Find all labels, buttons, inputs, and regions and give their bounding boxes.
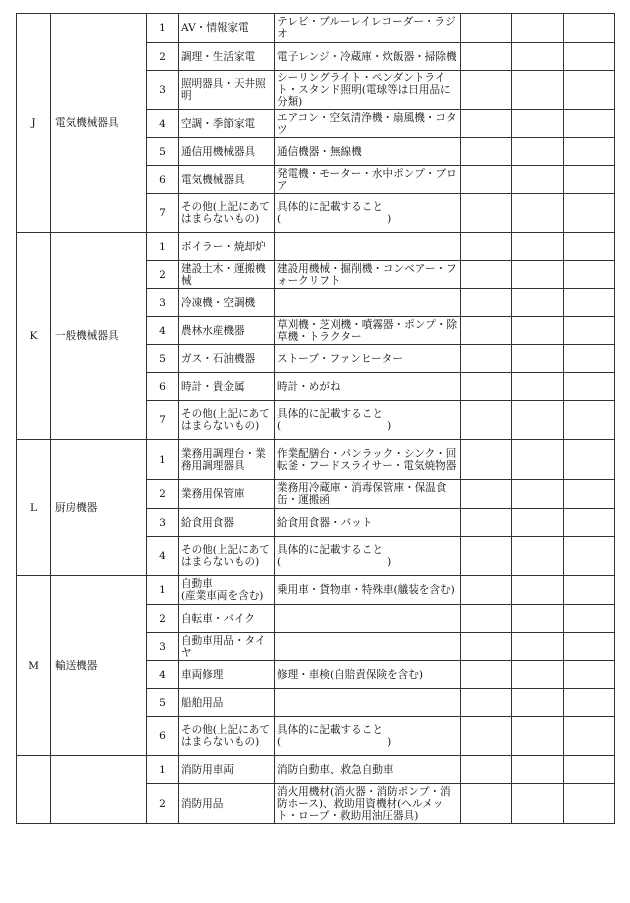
blank-cell (512, 717, 564, 756)
row-number: 3 (147, 289, 179, 317)
item-name: 冷凍機・空調機 (179, 289, 275, 317)
row-number: 1 (147, 576, 179, 605)
blank-cell (564, 717, 615, 756)
blank-cell (564, 756, 615, 784)
blank-cell (461, 317, 512, 345)
blank-cell (564, 317, 615, 345)
blank-cell (512, 537, 564, 576)
blank-cell (512, 289, 564, 317)
item-name: 自動車用品・タイヤ (179, 633, 275, 661)
blank-cell (461, 194, 512, 233)
group-code: M (17, 576, 51, 756)
item-description (275, 633, 461, 661)
blank-cell (564, 440, 615, 480)
item-description: 具体的に記載すること ( ) (275, 194, 461, 233)
blank-cell (512, 317, 564, 345)
blank-cell (564, 166, 615, 194)
blank-cell (461, 689, 512, 717)
row-number: 1 (147, 440, 179, 480)
blank-cell (564, 289, 615, 317)
item-name: 消防用車両 (179, 756, 275, 784)
item-description: ストーブ・ファンヒーター (275, 345, 461, 373)
group-name: 輸送機器 (51, 576, 147, 756)
blank-cell (564, 43, 615, 71)
row-number: 3 (147, 509, 179, 537)
blank-cell (461, 537, 512, 576)
item-description: エアコン・空気清浄機・扇風機・コタツ (275, 110, 461, 138)
blank-cell (461, 605, 512, 633)
blank-cell (512, 261, 564, 289)
blank-cell (461, 43, 512, 71)
blank-cell (461, 110, 512, 138)
blank-cell (512, 661, 564, 689)
table-row (17, 756, 615, 784)
blank-cell (512, 440, 564, 480)
blank-cell (512, 784, 564, 824)
item-description: 作業配膳台・パンラック・シンク・回転釜・フードスライサー・電気焼物器 (275, 440, 461, 480)
blank-cell (461, 440, 512, 480)
blank-cell (564, 509, 615, 537)
blank-cell (461, 166, 512, 194)
blank-cell (461, 756, 512, 784)
blank-cell (512, 14, 564, 43)
item-name: ボイラー・焼却炉 (179, 233, 275, 261)
group-name: 一般機械器具 (51, 233, 147, 440)
item-name: 調理・生活家電 (179, 43, 275, 71)
row-number: 5 (147, 689, 179, 717)
blank-cell (512, 71, 564, 110)
blank-cell (461, 138, 512, 166)
item-description: 消防自動車、救急自動車 (275, 756, 461, 784)
blank-cell (461, 233, 512, 261)
item-name: 給食用食器 (179, 509, 275, 537)
item-name: 消防用品 (179, 784, 275, 824)
item-description: テレビ・ブルーレイレコーダー・ラジオ (275, 14, 461, 43)
blank-cell (564, 345, 615, 373)
row-number: 6 (147, 166, 179, 194)
item-description: 乗用車・貨物車・特殊車(艤装を含む) (275, 576, 461, 605)
item-description (275, 605, 461, 633)
item-description: 時計・めがね (275, 373, 461, 401)
item-description: 具体的に記載すること ( ) (275, 401, 461, 440)
item-name: 空調・季節家電 (179, 110, 275, 138)
row-number: 4 (147, 317, 179, 345)
blank-cell (512, 194, 564, 233)
blank-cell (564, 261, 615, 289)
item-name: 電気機械器具 (179, 166, 275, 194)
row-number: 6 (147, 717, 179, 756)
blank-cell (564, 605, 615, 633)
item-name: その他(上記にあてはまらないもの) (179, 537, 275, 576)
row-number: 1 (147, 233, 179, 261)
group-code: J (17, 14, 51, 233)
blank-cell (461, 576, 512, 605)
row-number: 4 (147, 661, 179, 689)
table-row (17, 14, 615, 43)
blank-cell (564, 537, 615, 576)
item-description: 具体的に記載すること ( ) (275, 717, 461, 756)
blank-cell (564, 480, 615, 509)
table-row (17, 440, 615, 480)
blank-cell (512, 756, 564, 784)
blank-cell (461, 261, 512, 289)
item-name: 時計・貴金属 (179, 373, 275, 401)
item-name: 自転車・バイク (179, 605, 275, 633)
blank-cell (461, 784, 512, 824)
blank-cell (512, 373, 564, 401)
blank-cell (512, 509, 564, 537)
blank-cell (461, 480, 512, 509)
blank-cell (564, 233, 615, 261)
item-description: 給食用食器・バット (275, 509, 461, 537)
item-description (275, 689, 461, 717)
blank-cell (461, 661, 512, 689)
item-name: 通信用機械器具 (179, 138, 275, 166)
category-table-body (17, 14, 615, 824)
item-name: 農林水産機器 (179, 317, 275, 345)
table-row (17, 233, 615, 261)
blank-cell (461, 14, 512, 43)
item-name: その他(上記にあてはまらないもの) (179, 717, 275, 756)
row-number: 4 (147, 537, 179, 576)
item-name: 船舶用品 (179, 689, 275, 717)
item-name: ガス・石油機器 (179, 345, 275, 373)
item-name: 業務用保管庫 (179, 480, 275, 509)
blank-cell (512, 689, 564, 717)
item-name: 自動車 (産業車両を含む) (179, 576, 275, 605)
row-number: 2 (147, 480, 179, 509)
blank-cell (512, 166, 564, 194)
blank-cell (564, 576, 615, 605)
row-number: 6 (147, 373, 179, 401)
blank-cell (512, 605, 564, 633)
blank-cell (564, 138, 615, 166)
blank-cell (512, 345, 564, 373)
item-description: 草刈機・芝刈機・噴霧器・ポンプ・除草機・トラクター (275, 317, 461, 345)
blank-cell (564, 194, 615, 233)
row-number: 3 (147, 71, 179, 110)
row-number: 4 (147, 110, 179, 138)
item-name: 建設土木・運搬機械 (179, 261, 275, 289)
item-name: 照明器具・天井照明 (179, 71, 275, 110)
blank-cell (461, 633, 512, 661)
blank-cell (564, 14, 615, 43)
blank-cell (461, 289, 512, 317)
row-number: 2 (147, 261, 179, 289)
item-description: シーリングライト・ペンダントライト・スタンド照明(電球等は日用品に分類) (275, 71, 461, 110)
blank-cell (512, 480, 564, 509)
item-description: 具体的に記載すること ( ) (275, 537, 461, 576)
item-name: AV・情報家電 (179, 14, 275, 43)
item-description: 消火用機材(消火器・消防ポンプ・消防ホース)、救助用資機材(ヘルメット・ロープ・救助用油圧器具) (275, 784, 461, 824)
item-description: 電子レンジ・冷蔵庫・炊飯器・掃除機 (275, 43, 461, 71)
row-number: 5 (147, 138, 179, 166)
group-code: K (17, 233, 51, 440)
blank-cell (512, 233, 564, 261)
blank-cell (461, 717, 512, 756)
blank-cell (461, 401, 512, 440)
blank-cell (512, 138, 564, 166)
item-description (275, 289, 461, 317)
row-number: 3 (147, 633, 179, 661)
item-name: 業務用調理台・業務用調理器具 (179, 440, 275, 480)
blank-cell (512, 43, 564, 71)
item-name: その他(上記にあてはまらないもの) (179, 194, 275, 233)
blank-cell (564, 401, 615, 440)
blank-cell (461, 345, 512, 373)
blank-cell (512, 633, 564, 661)
blank-cell (564, 689, 615, 717)
blank-cell (512, 401, 564, 440)
row-number: 7 (147, 194, 179, 233)
blank-cell (512, 576, 564, 605)
item-description: 業務用冷蔵庫・消毒保管庫・保温食缶・運搬函 (275, 480, 461, 509)
row-number: 2 (147, 784, 179, 824)
row-number: 5 (147, 345, 179, 373)
item-description: 発電機・モーター・水中ポンプ・ブロア (275, 166, 461, 194)
item-description: 修理・車検(自賠責保険を含む) (275, 661, 461, 689)
item-description: 建設用機械・掘削機・コンベアー・フォークリフト (275, 261, 461, 289)
item-name: 車両修理 (179, 661, 275, 689)
blank-cell (564, 633, 615, 661)
blank-cell (461, 509, 512, 537)
blank-cell (512, 110, 564, 138)
item-description: 通信機器・無線機 (275, 138, 461, 166)
row-number: 7 (147, 401, 179, 440)
group-name (51, 756, 147, 824)
blank-cell (461, 71, 512, 110)
blank-cell (461, 373, 512, 401)
category-table (16, 13, 615, 824)
group-name: 厨房機器 (51, 440, 147, 576)
item-description (275, 233, 461, 261)
group-name: 電気機械器具 (51, 14, 147, 233)
row-number: 2 (147, 605, 179, 633)
row-number: 2 (147, 43, 179, 71)
blank-cell (564, 784, 615, 824)
blank-cell (564, 71, 615, 110)
blank-cell (564, 661, 615, 689)
blank-cell (564, 110, 615, 138)
group-code (17, 756, 51, 824)
row-number: 1 (147, 756, 179, 784)
item-name: その他(上記にあてはまらないもの) (179, 401, 275, 440)
blank-cell (564, 373, 615, 401)
row-number: 1 (147, 14, 179, 43)
table-row (17, 576, 615, 605)
group-code: L (17, 440, 51, 576)
